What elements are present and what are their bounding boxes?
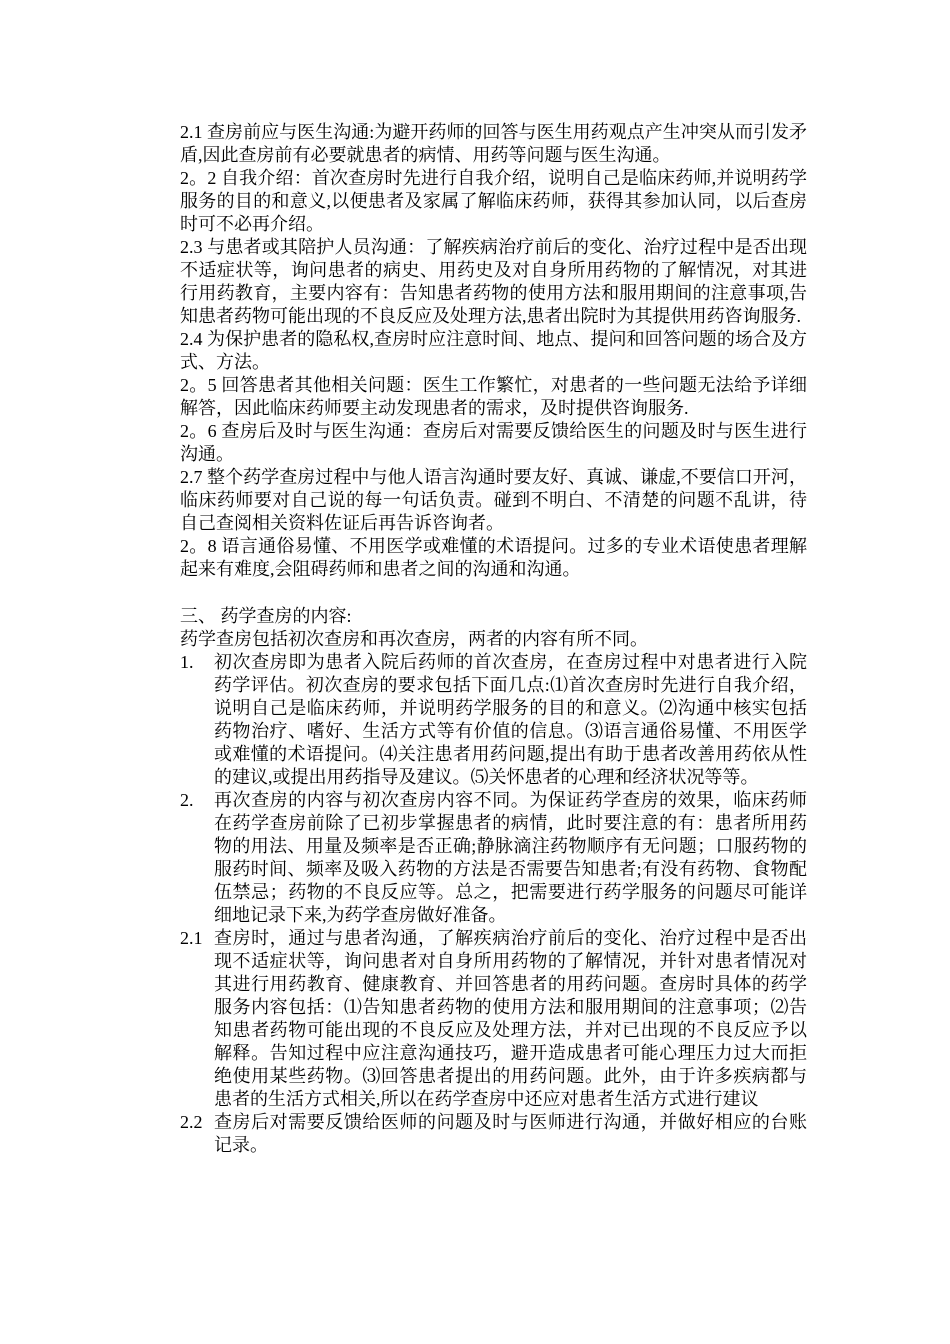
- list-marker: 2.2: [180, 1112, 203, 1132]
- section-heading: 三、 药学查房的内容:: [180, 606, 352, 626]
- para-2-2-self-introduction: 2。2 自我介绍：首次查房时先进行自我介绍，说明自己是临床药师,并说明药学服务的目的和意义,以便患者及家属了解临床药师，获得其参加认同，以后查房时可不必再介绍。: [180, 168, 807, 234]
- list-item-during-rounds: [180, 927, 807, 1111]
- list-item-text: 查房后对需要反馈给医师的问题及时与医师进行沟通，并做好相应的台账记录。: [214, 1112, 807, 1155]
- list-item-text: 初次查房即为患者入院后药师的首次查房，在查房过程中对患者进行入院药学评估。初次查房的要求包括下面几点:⑴首次查房时先进行自我介绍，说明自己是临床药师，并说明药学服务的目的和意义。⑵沟通中核实包括药物治疗、嗜好、生活方式等有价值的信息。⑶语言通俗易懂、不用医学或难懂的术语提问。⑷关注患者用药问题,提出有助于患者改善用药依从性的建议,或提出用药指导及建议。⑸关怀患者的心理和经济状况等等。: [214, 652, 807, 787]
- list-item-text: 查房时，通过与患者沟通，了解疾病治疗前后的变化、治疗过程中是否出现不适症状等，询问患者对自身所用药物的了解情况，并针对患者情况对其进行用药教育、健康教育、并回答患者的用药问题。查房时具体的药学服务内容包括：⑴告知患者药物的使用方法和服用期间的注意事项；⑵告知患者药物可能出现的不良反应及处理方法，并对已出现的不良反应予以解释。告知过程中应注意沟通技巧，避开造成患者可能心理压力过大而拒绝使用某些药物。⑶回答患者提出的用药问题。此外，由于许多疾病都与患者的生活方式相关,所以在药学查房中还应对患者生活方式进行建议: [214, 928, 807, 1109]
- para-2-8-plain-language: 2。8 语言通俗易懂、不用医学或难懂的术语提问。过多的专业术语使患者理解起来有难度,会阻碍药师和患者之间的沟通和沟通。: [180, 536, 807, 579]
- para-2-7-communication-attitude: 2.7 整个药学查房过程中与他人语言沟通时要友好、真诚、谦虚,不要信口开河，临床药师要对自己说的每一句话负责。碰到不明白、不清楚的问题不乱讲，待自己查阅相关资料佐证后再告诉咨询者。: [180, 467, 807, 533]
- para-2-3-communicate-with-patient: 2.3 与患者或其陪护人员沟通：了解疾病治疗前后的变化、治疗过程中是否出现不适症状等，询问患者的病史、用药史及对自身所用药物的了解情况，对其进行用药教育，主要内容有：告知患者药物的使用方法和服用期间的注意事项,告知患者药物可能出现的不良反应及处理方法,患者出院时为其提供用药咨询服务.: [180, 237, 807, 326]
- list-item-text: 再次查房的内容与初次查房内容不同。为保证药学查房的效果，临床药师在药学查房前除了已初步掌握患者的病情，此时要注意的有：患者所用药物的用法、用量及频率是否正确;静脉滴注药物顺序有无问题；口服药物的服药时间、频率及吸入药物的方法是否需要告知患者;有没有药物、食物配伍禁忌；药物的不良反应等。总之，把需要进行药学服务的问题尽可能详细地记录下来,为药学查房做好准备。: [214, 790, 807, 925]
- list-item-repeat-rounds: [180, 789, 807, 927]
- list-item-initial-rounds: [180, 651, 807, 789]
- list-marker: 2.: [180, 790, 194, 810]
- para-2-6-communicate-after-rounds: 2。6 查房后及时与医生沟通：查房后对需要反馈给医生的问题及时与医生进行沟通。: [180, 421, 807, 464]
- blank-line: [180, 581, 807, 605]
- para-2-4-privacy-protection: 2.4 为保护患者的隐私权,查房时应注意时间、地点、提问和回答问题的场合及方式、方法。: [180, 329, 807, 372]
- list-item-after-rounds: [180, 1111, 807, 1157]
- document-body: [180, 121, 807, 1157]
- para-2-5-answer-other-questions: 2。5 回答患者其他相关问题：医生工作繁忙，对患者的一些问题无法给予详细解答，因此临床药师要主动发现患者的需求，及时提供咨询服务.: [180, 375, 807, 418]
- para-2-1-communicate-before-rounds: 2.1 查房前应与医生沟通:为避开药师的回答与医生用药观点产生冲突从而引发矛盾,因此查房前有必要就患者的病情、用药等问题与医生沟通。: [180, 122, 807, 165]
- list-marker: 1.: [180, 652, 194, 672]
- list-marker: 2.1: [180, 928, 203, 948]
- section-intro: 药学查房包括初次查房和再次查房，两者的内容有所不同。: [180, 629, 648, 649]
